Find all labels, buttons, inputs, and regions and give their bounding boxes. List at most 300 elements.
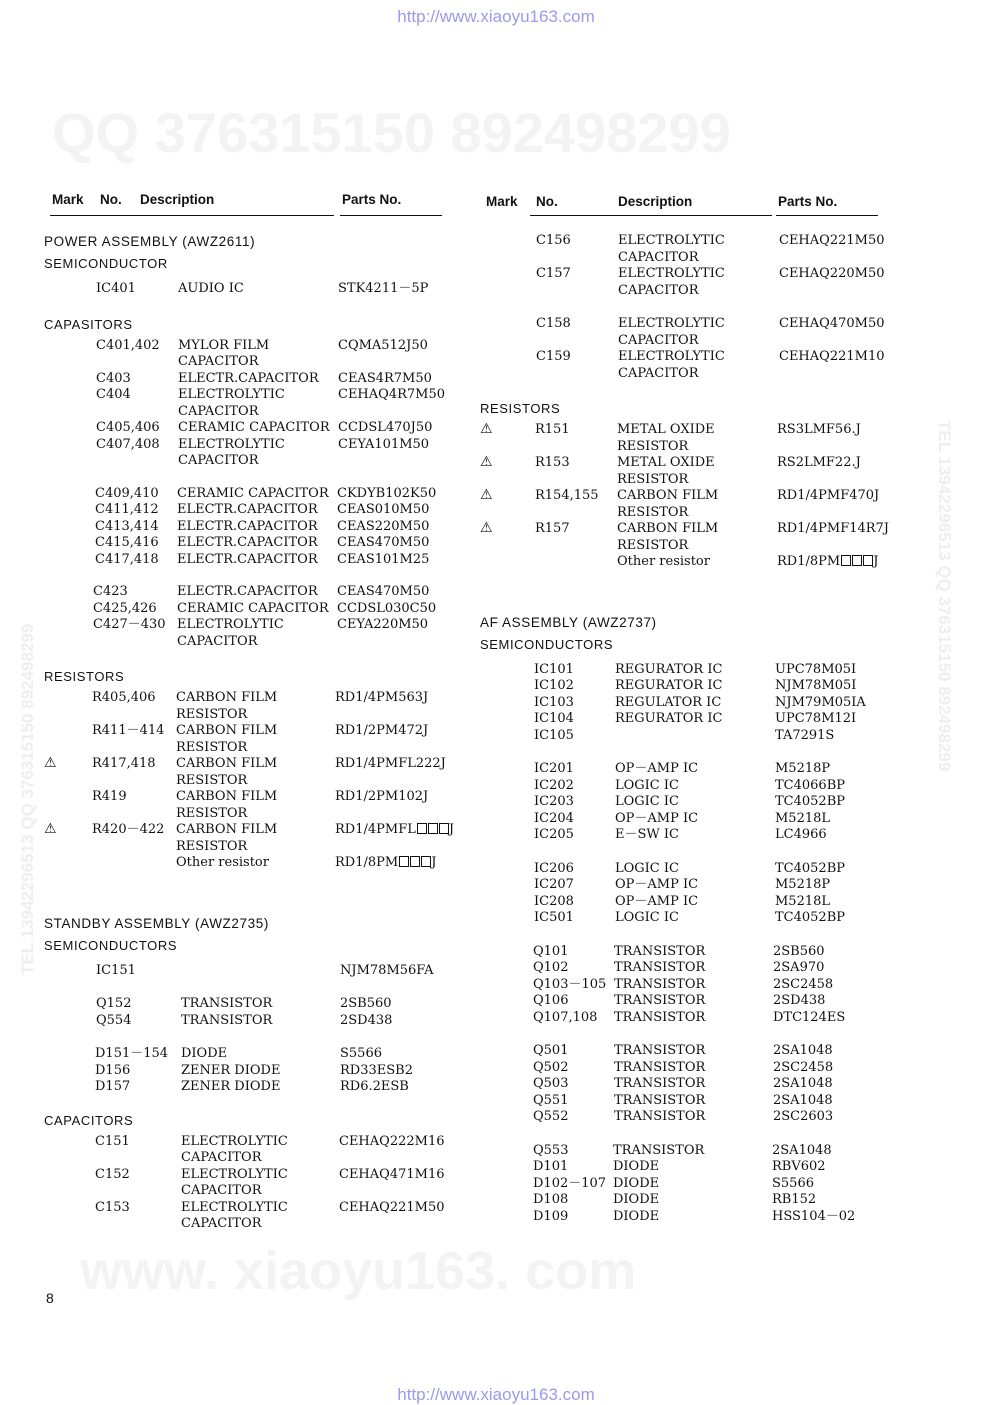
part-ref: C417,418 (95, 551, 159, 567)
other-resistor-row: Other resistor RD1/8PM J (176, 855, 437, 870)
part-number: 2SC2458 (773, 976, 834, 992)
part-number: DTC124ES (773, 1009, 846, 1025)
part-number: CEAS220M50 (337, 518, 430, 534)
diode-group (44, 1046, 444, 1096)
part-description: TRANSISTOR (614, 1059, 706, 1075)
list-item (480, 678, 890, 695)
resistor-group (480, 422, 890, 554)
part-number: 2SB560 (340, 996, 392, 1011)
part-description: ELECTROLYTIC CAPACITOR (181, 1166, 288, 1198)
page-number: 8 (46, 1290, 54, 1306)
capasitors-heading: CAPASITORS (44, 316, 133, 332)
list-item (480, 1176, 890, 1193)
part-description: TRANSISTOR (614, 1076, 706, 1091)
part-ref: IC501 (534, 910, 574, 925)
list-item (480, 1209, 890, 1226)
part-ref: C153 (95, 1199, 130, 1215)
list-item (44, 617, 444, 650)
part-number: TC4052BP (775, 910, 846, 925)
part-number: TC4052BP (775, 794, 846, 809)
part-number: CEAS101M25 (337, 551, 430, 567)
part-number: CEAS470M50 (337, 535, 430, 550)
part-ref: R419 (92, 789, 127, 804)
part-description: ELECTR.CAPACITOR (177, 502, 318, 517)
list-item (44, 1167, 444, 1200)
part-description: CARBON FILM RESISTOR (617, 488, 719, 520)
part-description: CERAMIC CAPACITOR (177, 485, 329, 501)
left-column (44, 192, 455, 1233)
part-ref: D156 (95, 1062, 131, 1078)
part-number: CEHAQ221M10 (779, 349, 885, 364)
part-number: RD1/4PMFL222J (335, 756, 446, 771)
part-ref: R151 (535, 422, 570, 437)
part-number: RBV602 (772, 1159, 826, 1174)
list-item (44, 519, 444, 536)
caps-group (480, 233, 890, 299)
part-description: CARBON FILM RESISTOR (176, 822, 278, 854)
list-item (480, 944, 890, 961)
other-resistor-row: Other resistor RD1/8PM J (617, 554, 879, 569)
part-description: ELECTROLYTIC CAPACITOR (618, 349, 725, 381)
part-ref: Q102 (533, 960, 569, 975)
list-item (480, 1043, 890, 1060)
list-item (44, 502, 444, 519)
list-item (480, 1109, 890, 1126)
part-number: CEAS470M50 (337, 584, 430, 599)
list-item (480, 233, 890, 266)
list-item (480, 1159, 890, 1176)
caps-group (44, 1134, 444, 1233)
list-item (44, 1013, 444, 1030)
part-description: ELECTROLYTIC CAPACITOR (618, 233, 725, 265)
part-number: RD1/2PM472J (335, 723, 429, 738)
right-side-watermark: TEL 13942296513 QQ 376315150 892498299 (935, 420, 954, 772)
part-ref: R154,155 (535, 488, 599, 503)
list-item (480, 811, 890, 828)
part-ref: IC204 (534, 810, 574, 826)
part-number: HSS104－02 (772, 1208, 856, 1224)
part-description: LOGIC IC (615, 910, 679, 925)
part-number: M5218P (775, 877, 831, 892)
transistor-group (480, 944, 890, 1027)
part-number: CQMA512J50 (338, 337, 428, 353)
list-item (44, 756, 444, 789)
part-description: REGURATOR IC (615, 678, 723, 693)
part-description: CARBON FILM RESISTOR (176, 690, 278, 722)
part-number: M5218P (775, 761, 831, 776)
power-assembly-title: POWER ASSEMBLY (AWZ2611) (44, 234, 256, 249)
list-item (480, 1192, 890, 1209)
header-no: No. (100, 192, 122, 207)
part-ref: IC105 (534, 727, 574, 743)
part-ref: C411,412 (95, 502, 159, 517)
transistor-group (480, 1043, 890, 1126)
part-description: MYLOR FILM CAPACITOR (178, 337, 270, 369)
part-ref: IC104 (534, 711, 574, 726)
list-item (480, 761, 890, 778)
part-description: TRANSISTOR (613, 1142, 705, 1158)
list-item (44, 1200, 444, 1233)
footer-watermark: www. xiaoyu163. com (80, 1241, 637, 1301)
list-item (480, 977, 890, 994)
list-item (480, 521, 890, 554)
part-description: TRANSISTOR (614, 960, 706, 975)
part-description: TRANSISTOR (181, 1012, 273, 1028)
part-ref: Q501 (533, 1043, 569, 1058)
part-ref: C158 (536, 316, 571, 331)
part-description: REGURATOR IC (615, 711, 723, 726)
part-number: 2SC2458 (773, 1059, 834, 1075)
transistor-group (44, 996, 444, 1029)
list-item (480, 266, 890, 299)
part-number: M5218L (775, 893, 831, 909)
part-description: TRANSISTOR (181, 996, 273, 1011)
part-description: DIODE (181, 1046, 228, 1061)
part-number: RS2LMF22.J (777, 455, 861, 470)
part-description: TRANSISTOR (614, 1043, 706, 1058)
top-url: http://www.xiaoyu163.com (397, 7, 595, 26)
list-item (480, 455, 890, 488)
part-description: ZENER DIODE (181, 1062, 281, 1078)
part-ref: C404 (96, 387, 131, 402)
part-ref: IC201 (534, 761, 574, 776)
part-ref: D102－107 (533, 1175, 607, 1191)
list-item (44, 1046, 444, 1063)
part-description: REGURATOR IC (615, 661, 723, 677)
ic-group (480, 861, 890, 927)
resistors-heading: RESISTORS (480, 401, 561, 416)
header-underline (340, 215, 442, 216)
list-item (480, 1076, 890, 1093)
part-number: CEHAQ222M16 (339, 1133, 445, 1149)
part-ref: IC205 (534, 827, 574, 842)
warning-icon: ⚠ (480, 487, 493, 503)
part-description: TRANSISTOR (614, 1009, 706, 1025)
list-item (480, 711, 890, 728)
part-ref: C157 (536, 266, 571, 281)
part-ref: R405,406 (92, 690, 156, 705)
part-ref: C409,410 (95, 485, 159, 501)
part-description: CARBON FILM RESISTOR (176, 723, 278, 755)
part-ref: C425,426 (93, 600, 157, 616)
list-item (480, 993, 890, 1010)
part-ref: C403 (96, 370, 131, 386)
part-number: CEHAQ470M50 (779, 316, 885, 331)
part-ref: R153 (535, 455, 570, 470)
part-number: UPC78M05I (775, 661, 857, 677)
table-header (480, 192, 890, 216)
semiconductors-heading: SEMICONDUCTORS (44, 937, 178, 953)
header-description: Description (618, 194, 693, 209)
part-description: TRANSISTOR (614, 943, 706, 959)
part-description: DIODE (613, 1192, 660, 1207)
part-number: CEHAQ220M50 (779, 266, 885, 281)
part-description: CERAMIC CAPACITOR (178, 420, 330, 435)
list-item (44, 723, 444, 756)
header-underline (50, 215, 334, 216)
list-item (44, 535, 444, 552)
part-number: LC4966 (775, 827, 827, 842)
caps-group (480, 316, 890, 382)
part-description: ELECTROLYTIC CAPACITOR (178, 387, 285, 419)
part-description: DIODE (613, 1159, 660, 1174)
part-ref: Q552 (533, 1109, 569, 1124)
resistors-heading: RESISTORS (44, 669, 125, 684)
part-description: CARBON FILM RESISTOR (176, 756, 278, 788)
part-ref: Q551 (533, 1092, 569, 1108)
header-underline (776, 215, 878, 216)
part-ref: C427－430 (93, 617, 166, 632)
part-number: RD6.2ESB (340, 1079, 409, 1094)
part-number: 2SB560 (773, 943, 825, 959)
part-description: TRANSISTOR (614, 1092, 706, 1108)
part-ref: D101 (533, 1159, 569, 1174)
list-item (44, 601, 444, 618)
part-number: 2SC2603 (773, 1109, 834, 1124)
part-number: CKDYB102K50 (337, 485, 437, 501)
list-item (480, 662, 890, 679)
part-ref: D157 (95, 1079, 131, 1094)
list-item (44, 420, 444, 437)
part-ref: C423 (93, 584, 128, 599)
part-description: OP－AMP IC (615, 893, 699, 909)
warning-icon: ⚠ (480, 520, 493, 536)
part-description: METAL OXIDE RESISTOR (617, 422, 715, 454)
header-parts-no: Parts No. (778, 194, 838, 209)
part-description: CERAMIC CAPACITOR (177, 600, 329, 616)
list-item (44, 437, 444, 470)
list-item (480, 877, 890, 894)
part-description: CARBON FILM RESISTOR (176, 789, 278, 821)
part-description: TRANSISTOR (614, 993, 706, 1008)
part-number: S5566 (340, 1046, 382, 1061)
part-ref: C156 (536, 233, 571, 248)
part-description: OP－AMP IC (615, 761, 699, 776)
caps-group (44, 584, 444, 650)
list-item (480, 827, 890, 844)
list-item (480, 894, 890, 911)
header-description: Description (140, 192, 215, 207)
header-underline (530, 215, 772, 216)
list-item (480, 728, 890, 745)
semiconductors-heading: SEMICONDUCTORS (480, 636, 614, 652)
part-ref: IC103 (534, 694, 574, 710)
part-ref: Q103－105 (533, 976, 607, 992)
part-number: RD1/2PM102J (335, 789, 429, 804)
list-item (480, 422, 890, 455)
part-number: CEHAQ471M16 (339, 1166, 445, 1182)
capacitors-heading: CAPACITORS (44, 1112, 134, 1128)
list-item (480, 695, 890, 712)
part-description: E－SW IC (615, 827, 679, 842)
part-ref: IC206 (534, 860, 574, 876)
part-ref: IC102 (534, 678, 574, 693)
part-ref: Q553 (533, 1142, 569, 1158)
part-ref: C159 (536, 349, 571, 364)
part-number: 2SA1048 (772, 1142, 832, 1158)
warning-icon: ⚠ (480, 454, 493, 470)
part-number: CEHAQ4R7M50 (338, 387, 446, 402)
list-item (480, 1010, 890, 1027)
part-description: DIODE (613, 1175, 660, 1191)
list-item (480, 488, 890, 521)
part-number: 2SA1048 (773, 1076, 833, 1091)
part-number: CEAS4R7M50 (338, 370, 432, 386)
part-ref: IC203 (534, 794, 574, 809)
part-number: RD1/4PMF470J (777, 488, 880, 503)
part-ref: IC202 (534, 777, 574, 793)
part-number: 2SA1048 (773, 1043, 833, 1058)
part-description: LOGIC IC (615, 860, 679, 876)
list-item (480, 861, 890, 878)
part-ref: Q106 (533, 993, 569, 1008)
semiconductor-heading: SEMICONDUCTOR (44, 256, 168, 271)
list-item (44, 1063, 444, 1080)
part-number: RD1/4PMF14R7J (777, 521, 890, 536)
list-item: IC401 AUDIO IC STK4211－5P (96, 281, 429, 296)
part-number: RD1/4PM563J (335, 690, 429, 705)
part-number: RS3LMF56.J (777, 422, 861, 437)
table-header (44, 192, 444, 216)
ic-group (480, 662, 890, 745)
part-ref: IC208 (534, 893, 574, 909)
part-description: ELECTROLYTIC CAPACITOR (181, 1199, 288, 1231)
list-item (480, 1060, 890, 1077)
list-item (480, 910, 890, 927)
part-ref: R420－422 (92, 822, 165, 837)
list-item (480, 1093, 890, 1110)
header-mark: Mark (52, 192, 84, 207)
caps-group (44, 338, 444, 470)
list-item (480, 316, 890, 349)
list-item (480, 960, 890, 977)
part-description: ELECTR.CAPACITOR (178, 370, 319, 386)
part-number: TC4066BP (775, 777, 846, 793)
bottom-url: http://www.xiaoyu163.com (397, 1385, 595, 1404)
warning-icon: ⚠ (44, 821, 57, 837)
list-item (44, 789, 444, 822)
part-ref: R417,418 (92, 756, 156, 771)
list-item (44, 552, 444, 569)
list-item (480, 349, 890, 382)
part-ref: C401,402 (96, 337, 160, 353)
af-assembly-title: AF ASSEMBLY (AWZ2737) (480, 614, 657, 630)
part-description: TRANSISTOR (614, 1109, 706, 1124)
list-item (44, 821, 455, 855)
left-side-watermark: TEL 13942296513 QQ 376315150 892498299 (18, 623, 37, 975)
part-ref: Q503 (533, 1076, 569, 1091)
part-number: TC4052BP (775, 860, 846, 876)
part-number: 2SD438 (773, 993, 826, 1008)
part-description: OP－AMP IC (615, 810, 699, 826)
part-ref: C405,406 (96, 420, 160, 435)
part-number: CEHAQ221M50 (339, 1199, 445, 1215)
part-number: NJM78M05I (775, 678, 857, 693)
part-description: OP－AMP IC (615, 877, 699, 892)
part-ref: Q107,108 (533, 1009, 598, 1025)
part-ref: C151 (95, 1133, 130, 1149)
part-number: CCDSL030C50 (337, 600, 437, 616)
part-description: ELECTR.CAPACITOR (177, 535, 318, 550)
part-ref: D151－154 (95, 1046, 169, 1061)
part-number: 2SA1048 (773, 1092, 833, 1108)
part-ref: Q554 (96, 1012, 132, 1028)
part-number: S5566 (772, 1175, 814, 1191)
part-ref: IC207 (534, 877, 574, 892)
part-ref: C152 (95, 1166, 130, 1182)
list-item: IC151 NJM78M56FA (96, 962, 434, 978)
header-no: No. (536, 194, 558, 209)
list-item (44, 338, 444, 371)
part-number: UPC78M12I (775, 711, 857, 726)
part-description: ELECTROLYTIC CAPACITOR (178, 436, 285, 468)
part-ref: Q152 (96, 996, 132, 1011)
part-ref: R157 (535, 521, 570, 536)
list-item (480, 1143, 890, 1160)
part-description: ELECTROLYTIC CAPACITOR (177, 617, 284, 649)
part-description: CARBON FILM RESISTOR (617, 521, 719, 553)
part-description: ELECTR.CAPACITOR (177, 551, 318, 567)
part-description: METAL OXIDE RESISTOR (617, 455, 715, 487)
part-ref: R411－414 (92, 723, 165, 738)
part-ref: C407,408 (96, 436, 160, 452)
part-description: ELECTROLYTIC CAPACITOR (618, 316, 725, 348)
resistor-group (44, 690, 455, 855)
part-ref: D108 (533, 1192, 569, 1207)
part-number: CEYA220M50 (337, 617, 429, 632)
standby-assembly-title: STANDBY ASSEMBLY (AWZ2735) (44, 915, 269, 931)
header-parts-no: Parts No. (342, 192, 402, 207)
part-number: CEAS010M50 (337, 502, 430, 517)
part-number: 2SD438 (340, 1012, 393, 1028)
part-number: RB152 (772, 1192, 817, 1207)
part-ref: C413,414 (95, 518, 159, 534)
part-number: RD1/4PMFL J (335, 822, 455, 837)
part-description: ZENER DIODE (181, 1079, 281, 1094)
part-description: ELECTR.CAPACITOR (177, 518, 318, 534)
list-item (480, 778, 890, 795)
warning-icon: ⚠ (480, 421, 493, 437)
part-ref: Q101 (533, 943, 569, 959)
part-number: CCDSL470J50 (338, 420, 433, 435)
diode-group (480, 1143, 890, 1226)
part-description: LOGIC IC (615, 794, 679, 809)
part-description: ELECTR.CAPACITOR (177, 584, 318, 599)
list-item (44, 996, 444, 1013)
ic-group (480, 761, 890, 844)
list-item (44, 387, 444, 420)
list-item (480, 794, 890, 811)
list-item (44, 584, 444, 601)
part-ref: Q502 (533, 1059, 569, 1075)
list-item (44, 1079, 444, 1096)
list-item (44, 690, 444, 723)
part-number: M5218L (775, 810, 831, 826)
part-number: CEYA101M50 (338, 436, 430, 452)
qq-watermark: QQ 376315150 892498299 (52, 101, 731, 164)
part-description: DIODE (613, 1208, 660, 1224)
part-description: ELECTROLYTIC CAPACITOR (181, 1133, 288, 1165)
part-description: TRANSISTOR (614, 976, 706, 992)
part-description: REGULATOR IC (615, 694, 722, 710)
part-number: 2SA970 (773, 960, 825, 975)
right-column (480, 192, 890, 1225)
part-ref: IC101 (534, 661, 574, 677)
part-ref: D109 (533, 1208, 569, 1224)
part-number: CEHAQ221M50 (779, 233, 885, 248)
part-number: TA7291S (775, 727, 835, 743)
warning-icon: ⚠ (44, 755, 57, 771)
